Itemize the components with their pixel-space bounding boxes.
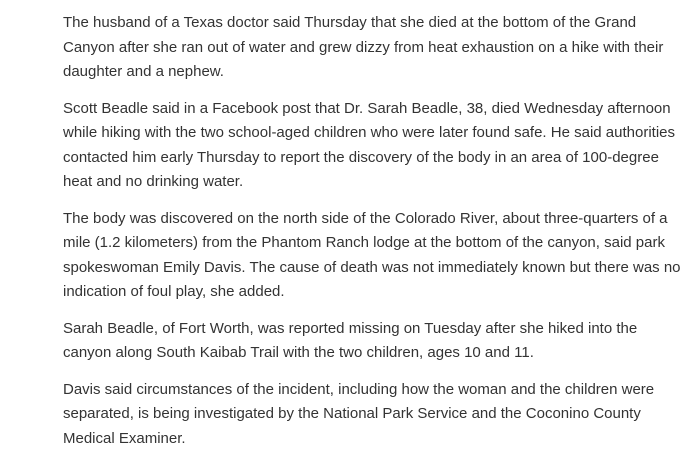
article-body [63,11,683,463]
article-paragraph: The body was discovered on the north side of the Colorado River, about three-quarters of a mile (1.2 kilometers) from the Phantom Ranch lodge at the bottom of the canyon, said park spokeswoman Emily Davis. The cause of death was not immediately known but there was no indication of foul play, she added. [63,209,681,300]
article-paragraph: Sarah Beadle, of Fort Worth, was reported missing on Tuesday after she hiked into the canyon along South Kaibab Trail with the two children, ages 10 and 11. [63,319,638,361]
article-paragraph: Scott Beadle said in a Facebook post that Dr. Sarah Beadle, 38, died Wednesday afternoon while hiking with the two school-aged children who were later found safe. He said authorities contacted him early Thursday to report the discovery of the body in an area of 100-degree heat and no drinking water. [63,99,676,190]
article-paragraph: The husband of a Texas doctor said Thursday that she died at the bottom of the Grand Canyon after she ran out of water and grew dizzy from heat exhaustion on a hike with their daughter and a nephew. [63,14,664,80]
article-paragraph: Davis said circumstances of the incident, including how the woman and the children were separated, is being investigated by the National Park Service and the Coconino County Medical Examiner. [63,380,655,447]
